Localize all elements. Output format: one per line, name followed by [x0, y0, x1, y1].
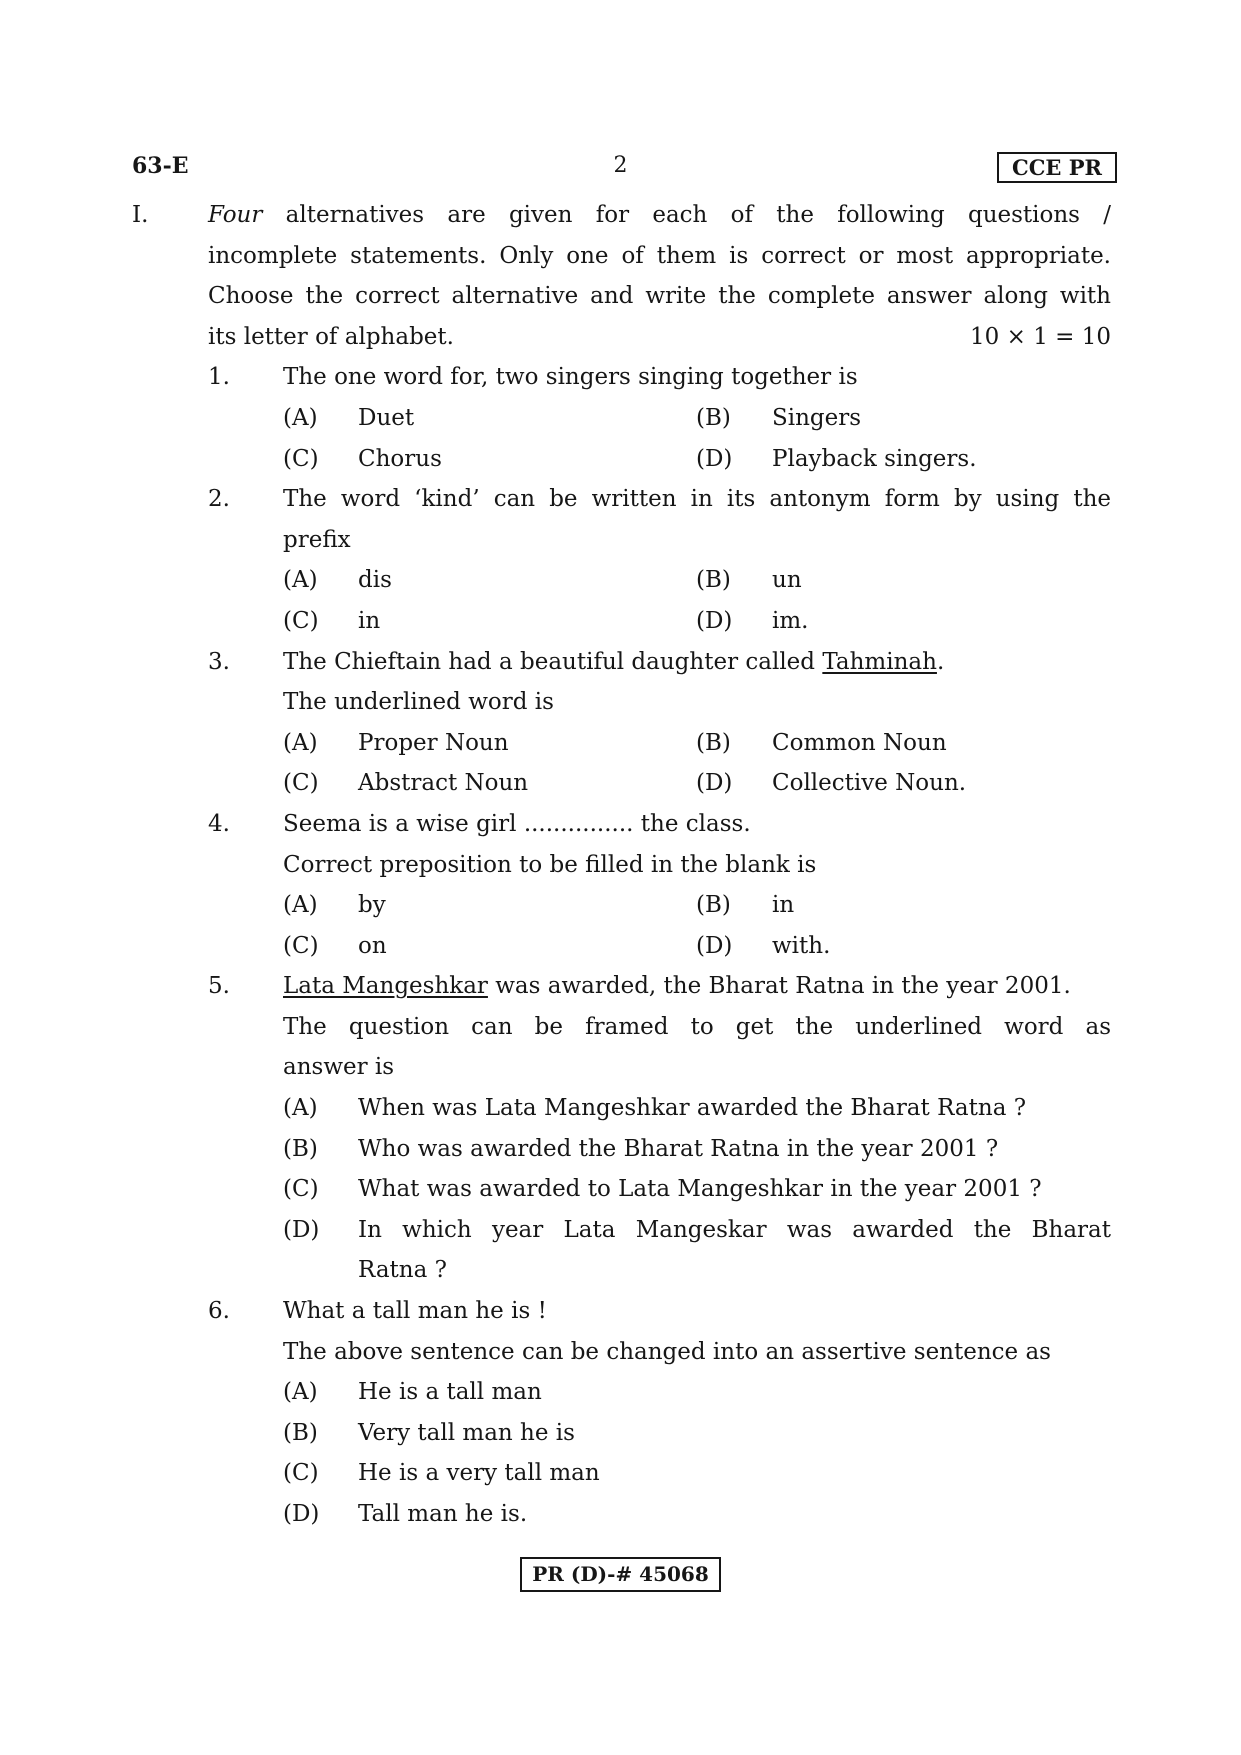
- option-letter: (D): [283, 1501, 320, 1527]
- question-stem-line: [283, 1007, 1111, 1048]
- option-row: [283, 1129, 1111, 1170]
- option-text: Tall man he is.: [358, 1501, 528, 1527]
- instruction-line: [208, 317, 1111, 358]
- question-number: 3.: [208, 648, 230, 675]
- option-text: with.: [772, 932, 831, 959]
- question-number: 4.: [208, 810, 230, 837]
- option-text: He is a tall man: [358, 1379, 542, 1406]
- section-number: I.: [132, 202, 149, 228]
- option-continuation: [283, 1250, 1111, 1291]
- option-row: [283, 398, 1111, 439]
- series-badge: CCE PR: [997, 152, 1117, 183]
- option-row: [283, 926, 1111, 967]
- option-text: un: [772, 567, 802, 594]
- option-text: Abstract Noun: [358, 770, 529, 797]
- option-text: When was Lata Mangeshkar awarded the Bharat Ratna ?: [358, 1095, 1027, 1122]
- question-text: Correct preposition to be filled in the blank is: [283, 851, 817, 878]
- option-text: on: [358, 932, 387, 959]
- question-stem-line: [283, 682, 1111, 723]
- question-stem-line: [208, 642, 1111, 683]
- option-text: In which year Lata Mangeskar was awarded the Bharat: [358, 1216, 1111, 1243]
- question-stem-line: [283, 1047, 1111, 1088]
- option-letter: (C): [283, 1460, 319, 1487]
- option-letter: (C): [283, 770, 319, 797]
- option-letter: (A): [283, 404, 318, 431]
- question-number: 2.: [208, 486, 230, 513]
- option-text: Playback singers.: [772, 445, 977, 472]
- option-letter: (A): [283, 892, 318, 919]
- option-text: im.: [772, 607, 809, 634]
- underlined-word: Tahminah: [822, 648, 937, 675]
- option-letter: (A): [283, 1379, 318, 1406]
- option-letter: (A): [283, 1095, 318, 1122]
- paper-code: 63-E: [132, 153, 189, 179]
- footer-document-code: PR (D)-# 45068: [520, 1557, 721, 1592]
- option-text: in: [772, 892, 795, 919]
- option-text: He is a very tall man: [358, 1460, 600, 1487]
- option-text: What was awarded to Lata Mangeshkar in the year 2001 ?: [358, 1176, 1042, 1203]
- question-section: [132, 195, 1111, 1535]
- marks-allocation: 10 × 1 = 10: [970, 323, 1111, 350]
- option-letter: (B): [696, 404, 731, 431]
- instruction-text: incomplete statements. Only one of them is correct or most appropriate.: [208, 242, 1111, 269]
- option-row: [283, 1453, 1111, 1494]
- question-text: The Chieftain had a beautiful daughter called: [283, 648, 816, 675]
- question-text: The above sentence can be changed into an assertive sentence as: [283, 1338, 1051, 1365]
- option-text: Proper Noun: [358, 729, 509, 756]
- footer: [0, 1557, 1241, 1592]
- option-letter: (D): [696, 445, 733, 472]
- option-letter: (D): [283, 1216, 320, 1243]
- question-stem-line: [208, 966, 1111, 1007]
- question-stem-line: [283, 845, 1111, 886]
- option-text: Ratna ?: [358, 1257, 447, 1284]
- option-row: [283, 560, 1111, 601]
- option-row: [283, 1169, 1111, 1210]
- option-text: dis: [358, 567, 392, 594]
- question-text: prefix: [283, 526, 351, 553]
- question-text: The question can be framed to get the underlined word as: [283, 1013, 1111, 1040]
- option-text: Who was awarded the Bharat Ratna in the year 2001 ?: [358, 1135, 999, 1162]
- option-row: [283, 763, 1111, 804]
- option-letter: (D): [696, 607, 733, 634]
- underlined-word: Lata Mangeshkar: [283, 973, 488, 1000]
- instruction-lead-word: Four: [208, 202, 263, 228]
- option-row: [283, 601, 1111, 642]
- option-letter: (B): [696, 567, 731, 594]
- question-text: .: [936, 648, 945, 675]
- option-text: Collective Noun.: [772, 770, 967, 797]
- option-text: in: [358, 607, 381, 634]
- option-letter: (C): [283, 932, 319, 959]
- instruction-text: its letter of alphabet.: [208, 323, 454, 350]
- option-text: Chorus: [358, 445, 442, 472]
- instruction-line: [208, 236, 1111, 277]
- question-stem-line: [208, 804, 1111, 845]
- option-letter: (B): [283, 1419, 318, 1446]
- option-text: Common Noun: [772, 729, 947, 756]
- instruction-line: [132, 195, 1111, 236]
- option-letter: (C): [283, 607, 319, 634]
- option-letter: (B): [283, 1135, 318, 1162]
- option-row: [283, 1372, 1111, 1413]
- option-text: by: [358, 892, 386, 919]
- option-row: [283, 1088, 1111, 1129]
- instruction-text: Choose the correct alternative and write the complete answer along with: [208, 283, 1111, 310]
- option-letter: (C): [283, 445, 319, 472]
- option-letter: (D): [696, 770, 733, 797]
- question-stem-line: [208, 357, 1111, 398]
- question-text: What a tall man he is !: [283, 1298, 547, 1325]
- question-text: answer is: [283, 1054, 395, 1081]
- option-text: Singers: [772, 404, 862, 431]
- question-number: 1.: [208, 364, 230, 391]
- option-row: [283, 1413, 1111, 1454]
- option-row: [283, 439, 1111, 480]
- question-text: The word ‘kind’ can be written in its antonym form by using the: [283, 486, 1111, 513]
- option-letter: (B): [696, 729, 731, 756]
- option-letter: (D): [696, 932, 733, 959]
- question-text: The underlined word is: [283, 689, 554, 716]
- option-letter: (C): [283, 1176, 319, 1203]
- option-row: [283, 1494, 1111, 1535]
- question-stem-line: [208, 1291, 1111, 1332]
- page-number: 2: [613, 153, 628, 178]
- instruction-text: alternatives are given for each of the following questions /: [285, 202, 1111, 228]
- question-stem-line: [283, 520, 1111, 561]
- instruction-line: [208, 276, 1111, 317]
- option-text: Duet: [358, 404, 415, 431]
- question-text: was awarded, the Bharat Ratna in the year 2001.: [495, 973, 1071, 1000]
- question-text: The one word for, two singers singing together is: [283, 364, 858, 391]
- option-row: [283, 723, 1111, 764]
- option-row: [283, 885, 1111, 926]
- question-text: Seema is a wise girl ............... the class.: [283, 810, 751, 837]
- option-letter: (A): [283, 729, 318, 756]
- question-number: 5.: [208, 973, 230, 1000]
- question-stem-line: [208, 479, 1111, 520]
- option-letter: (A): [283, 567, 318, 594]
- question-stem-line: [283, 1332, 1111, 1373]
- question-number: 6.: [208, 1298, 230, 1325]
- option-row: [283, 1210, 1111, 1251]
- option-text: Very tall man he is: [358, 1419, 575, 1446]
- option-letter: (B): [696, 892, 731, 919]
